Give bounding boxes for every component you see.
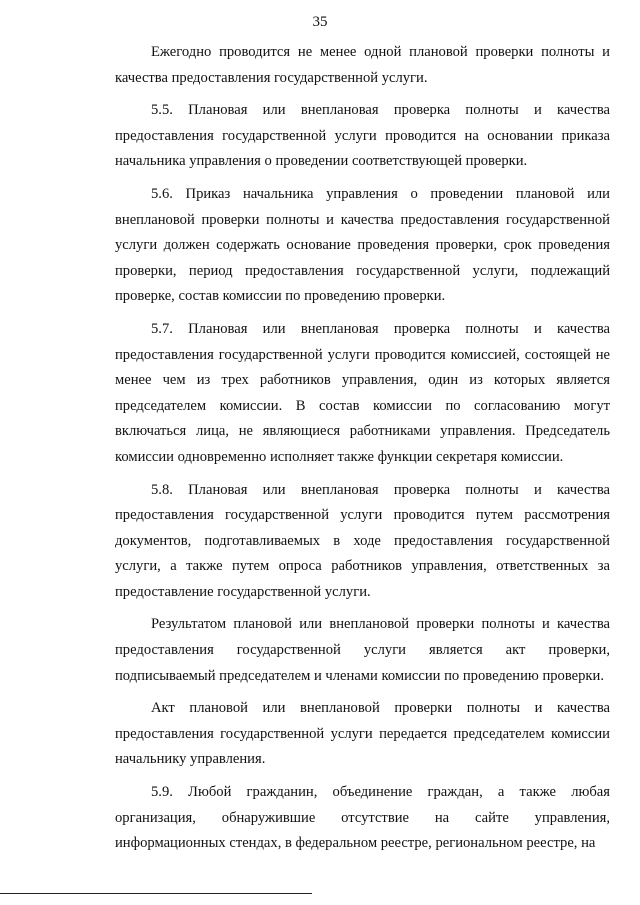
paragraph-5-6: 5.6. Приказ начальника управления о проведении плановой или внеплановой проверки полноты и качества предоставления государственной услуги должен содержать основание проведения проверки, срок проведения проверки, период предоставления государственной услуги, подлежащий проверке, состав комиссии по проведению проверки. (115, 185, 610, 305)
document-body (115, 40, 610, 857)
footer-divider (0, 893, 312, 894)
page-number: 35 (312, 14, 328, 30)
paragraph-5-9: 5.9. Любой гражданин, объединение граждан, а также любая организация, обнаружившие отсутствие на сайте управления, информационных стендах, в федеральном реестре, региональном реестре, на (115, 784, 610, 852)
paragraph-5-8: 5.8. Плановая или внеплановая проверка полноты и качества предоставления государственной услуги проводится путем рассмотрения документов, подготавливаемых в ходе предоставления государственной услуги, а также путем опроса работников управления, ответственных за предоставление государственной услуги. (115, 481, 610, 600)
paragraph-inspection-act: Акт плановой или внеплановой проверки полноты и качества предоставления государственной услуги передается председателем комиссии начальнику управления. (115, 700, 610, 768)
paragraph-inspection-result: Результатом плановой или внеплановой проверки полноты и качества предоставления государственной услуги является акт проверки, подписываемый председателем и членами комиссии по проведению проверки. (115, 616, 610, 684)
paragraph-annual-inspection: Ежегодно проводится не менее одной плановой проверки полноты и качества предоставления государственной услуги. (115, 44, 610, 86)
paragraph-5-5: 5.5. Плановая или внеплановая проверка полноты и качества предоставления государственной услуги проводится на основании приказа начальника управления о проведении соответствующей проверки. (115, 102, 610, 170)
paragraph-5-7: 5.7. Плановая или внеплановая проверка полноты и качества предоставления государственной услуги проводится комиссией, состоящей не менее чем из трех работников управления, один из которых является председателем комиссии. В состав комиссии по согласованию могут включаться лица, не являющиеся работниками управления. Председатель комиссии одновременно исполняет также функции секретаря комиссии. (115, 320, 610, 465)
